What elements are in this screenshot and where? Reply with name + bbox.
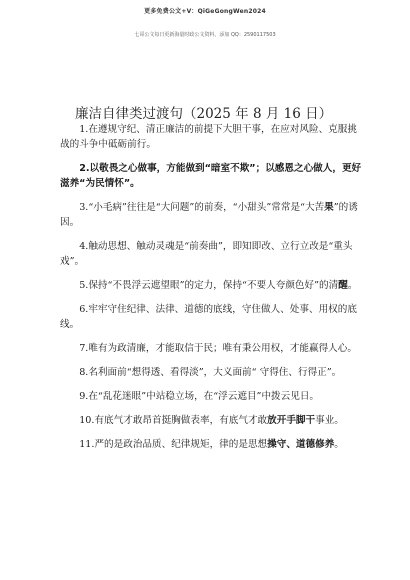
paragraph-11-tail: 。	[334, 439, 344, 450]
paragraph-2: 2.以敬畏之心做事，方能做到“暗室不欺”；以感恩之心做人，更好滋养“为民情怀”。	[60, 163, 362, 189]
paragraph-11-text: 11.严的是政治品质、纪律规矩，律的是思想	[79, 439, 268, 450]
paragraph-6: 6.牢牢守住纪律、法律、道德的底线，守住做人、处事、用权的底线。	[60, 304, 357, 330]
header-subtitle-line: 七哥公文每日更新海量时政公文资料，添加 QQ：2590117503	[134, 32, 276, 38]
paragraph-4: 4.触动思想、触动灵魂是“前奏曲”，即知即改、立行立改是“重头戏”。	[60, 241, 353, 267]
paragraph-3-bold: 果	[324, 202, 334, 213]
paragraph-10-tail: 事业。	[315, 415, 344, 426]
paragraph-5-text: 5.保持“不畏浮云遮望眼”的定力，保持“不要人夸颜色好”的清	[79, 280, 339, 291]
document-title: 廉洁自律类过渡句（2025 年 8 月 16 日）	[75, 106, 333, 122]
paragraph-8: 8.名利面前“想得透、看得淡”，大义面前“ 守得住、行得正”。	[79, 367, 342, 378]
document-body	[60, 122, 365, 461]
header-promo-line: 更多免费公文+V：QiGeGongWen2024	[144, 8, 266, 15]
paragraph-3	[60, 200, 365, 230]
paragraph-5	[60, 278, 365, 293]
paragraph-3-text: 3.“小毛病”往往是“大问题”的前奏，“小甜头”常常是“大苦	[79, 202, 325, 213]
paragraph-3-tail: ”的诱因。	[60, 202, 358, 228]
paragraph-11-bold-2: 修养	[315, 439, 335, 450]
paragraph-1: 1.在遵规守纪、清正廉洁的前提下大胆干事，在应对风险、克服挑战的斗争中砥砺前行。	[60, 124, 357, 150]
paragraph-9: 9.在“乱花迷眼”中站稳立场，在“浮云遮目”中拨云见日。	[79, 391, 320, 402]
paragraph-10-text: 10.有底气才敢昂首挺胸做表率，有底气才敢	[79, 415, 268, 426]
paragraph-10-bold: 放开手脚干	[267, 415, 316, 426]
paragraph-11-bold: 操守、道德	[267, 439, 316, 450]
paragraph-5-tail: 。	[347, 280, 358, 291]
paragraph-5-bold: 醒	[338, 280, 348, 291]
paragraph-7: 7.唯有为政清廉，才能取信于民；唯有秉公用权，才能赢得人心。	[79, 343, 357, 354]
paragraph-11	[60, 437, 365, 452]
paragraph-10	[60, 413, 365, 428]
